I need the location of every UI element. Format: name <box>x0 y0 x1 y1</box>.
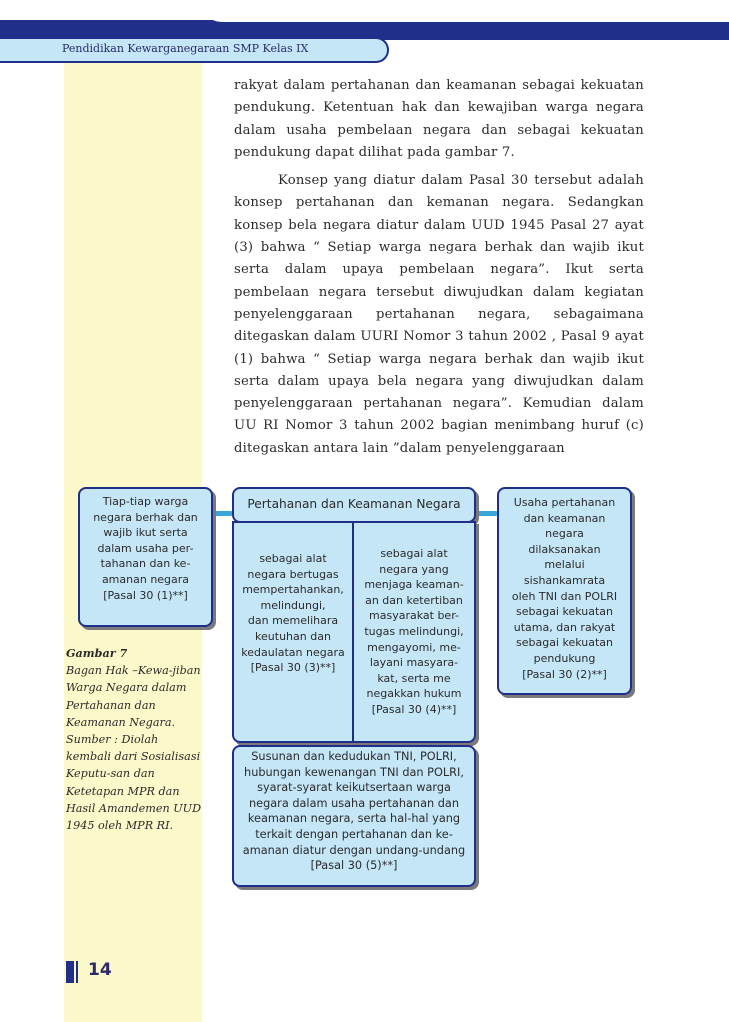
diagram-box-sishankamrata-text: Usaha pertahanan dan keamanan negara dilaksanakan melalui sishankamrata oleh TNI dan POLRI sebagai kekuatan utama, dan rakyat sebagai kekuatan pendukung [Pasal 30 (2)**] <box>511 496 618 681</box>
diagram-box-law <box>232 745 476 887</box>
page-marker <box>66 961 74 983</box>
diagram-box-polri-text: sebagai alat negara yang menjaga keaman- an dan ketertiban masyarakat ber- tugas melindungi, mengayomi, me- layani masyara- kat, serta me negakkan hukum [Pasal 30 (4)**] <box>364 547 464 716</box>
diagram-box-polri <box>352 521 476 743</box>
page-number: 14 <box>88 960 112 980</box>
paragraph-2: Konsep yang diatur dalam Pasal 30 tersebut adalah konsep pertahanan dan kemanan negara. Sedangkan konsep bela negara diatur dalam UUD 1945 Pasal 27 ayat (3) bahwa “ Setiap warga negara berhak dan wajib ikut serta dalam upaya pembelaan negara”. Ikut serta pembelaan negara tersebut diwujudkan dalam kegiatan penyelenggaraan pertahanan negara, sebagaimana ditegaskan dalam UURI Nomor 3 tahun 2002 , Pasal 9 ayat (1) bahwa “ Setiap warga negara berhak dan wajib ikut serta dalam upaya bela negara yang diwujudkan dalam penyelenggaraan pertahanan negara”. Kemudian dalam UU RI Nomor 3 tahun 2002 bagian menimbang huruf (c) ditegaskan antara lain ”dalam penyelenggaraan <box>234 173 644 456</box>
page-marker-thin <box>76 961 78 983</box>
figure-caption-text: Bagan Hak –Kewa-jiban Warga Negara dalam Pertahanan dan Keamanan Negara. Sumber : Diolah kembali dari Sosialisasi Keputu-san dan Ketetapan MPR dan Hasil Amandemen UUD 1945 oleh MPR RI. <box>66 664 202 833</box>
diagram-box-rights-text: Tiap-tiap warga negara berhak dan wajib ikut serta dalam usaha per- tahanan dan ke- amanan negara [Pasal 30 (1)**] <box>93 495 198 602</box>
top-band-curve <box>200 0 729 22</box>
diagram-box-rights <box>78 487 213 627</box>
connector-right <box>476 511 498 516</box>
body-text <box>234 75 644 460</box>
paragraph-1: rakyat dalam pertahanan dan keamanan sebagai kekuatan pendukung. Ketentuan hak dan kewajiban warga negara dalam usaha pembelaan negara dan sebagai kekuatan pendukung dapat dilihat pada gambar 7. <box>234 78 644 160</box>
diagram-box-law-text: Susunan dan kedudukan TNI, POLRI, hubungan kewenangan TNI dan POLRI, syarat-syarat keikutsertaan warga negara dalam usaha pertahanan dan keamanan negara, serta hal-hal yang terkait dengan pertahanan dan ke- amanan diatur dengan undang-undang [Pasal 30 (5)**] <box>242 750 466 873</box>
connector-left <box>213 511 233 516</box>
running-header: Pendidikan Kewarganegaraan SMP Kelas IX <box>62 42 309 55</box>
diagram-box-title <box>232 487 476 523</box>
diagram-box-tni <box>232 521 354 743</box>
figure-caption <box>66 645 202 834</box>
diagram-title-text: Pertahanan dan Keamanan Negara <box>247 497 461 511</box>
figure-label: Gambar 7 <box>66 646 128 660</box>
diagram-box-tni-text: sebagai alat negara bertugas mempertahankan, melindungi, dan memelihara keutuhan dan kedaulatan negara [Pasal 30 (3)**] <box>241 552 345 675</box>
diagram-box-sishankamrata <box>497 487 632 695</box>
